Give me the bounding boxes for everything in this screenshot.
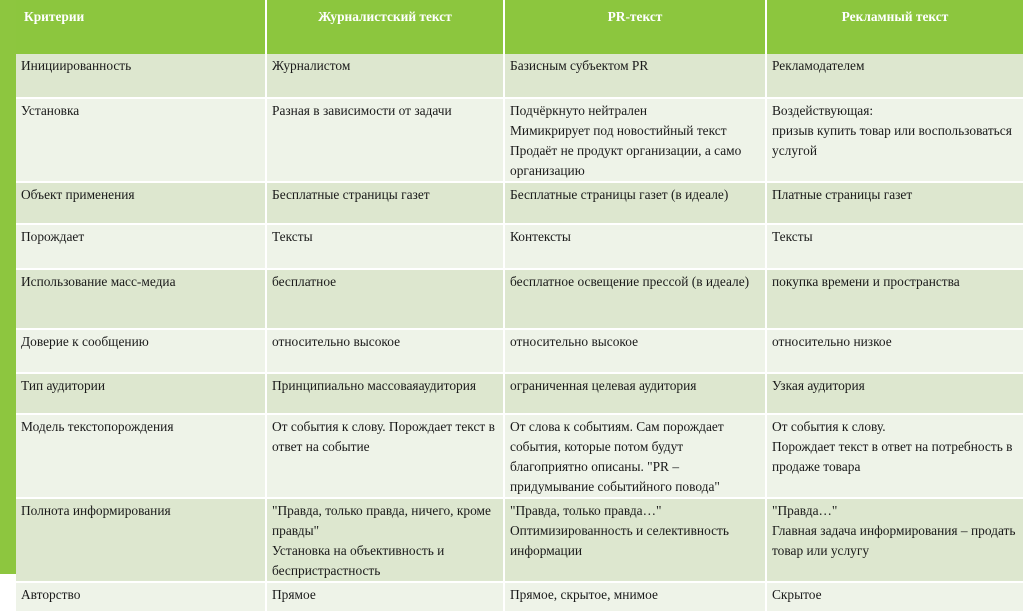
table-row xyxy=(16,329,1024,373)
table-row xyxy=(16,498,1024,582)
cell-advertising: покупка времени и пространства xyxy=(766,269,1024,329)
table-row xyxy=(16,98,1024,182)
cell-pr: относительно высокое xyxy=(504,329,766,373)
cell-advertising: Рекламодателем xyxy=(766,54,1024,98)
cell-pr: От слова к событиям. Сам порождает события, которые потом будут благоприятно описаны. "PR – придумывание событийного повода" xyxy=(504,414,766,498)
cell-advertising: От события к слову. Порождает текст в ответ на потребность в продаже товара xyxy=(766,414,1024,498)
table-row xyxy=(16,54,1024,98)
cell-advertising: Платные страницы газет xyxy=(766,182,1024,224)
cell-pr: Контексты xyxy=(504,224,766,269)
cell-criterion: Доверие к сообщению xyxy=(16,329,266,373)
cell-pr: "Правда, только правда…" Оптимизированность и селективность информации xyxy=(504,498,766,582)
table-row xyxy=(16,373,1024,414)
cell-pr: бесплатное освещение прессой (в идеале) xyxy=(504,269,766,329)
table-row xyxy=(16,182,1024,224)
cell-criterion: Порождает xyxy=(16,224,266,269)
cell-journalistic: Прямое xyxy=(266,582,504,612)
cell-criterion: Полнота информирования xyxy=(16,498,266,582)
cell-pr: ограниченная целевая аудитория xyxy=(504,373,766,414)
cell-advertising: Тексты xyxy=(766,224,1024,269)
cell-criterion: Тип аудитории xyxy=(16,373,266,414)
cell-advertising: относительно низкое xyxy=(766,329,1024,373)
header-journalistic: Журналистский текст xyxy=(266,0,504,54)
cell-journalistic: Бесплатные страницы газет xyxy=(266,182,504,224)
table-row xyxy=(16,224,1024,269)
cell-criterion: Использование масс-медиа xyxy=(16,269,266,329)
table-row xyxy=(16,269,1024,329)
cell-journalistic: Тексты xyxy=(266,224,504,269)
cell-journalistic: бесплатное xyxy=(266,269,504,329)
header-criteria: Критерии xyxy=(16,0,266,54)
cell-advertising: Узкая аудитория xyxy=(766,373,1024,414)
table-row xyxy=(16,582,1024,612)
header-advertising: Рекламный текст xyxy=(766,0,1024,54)
cell-criterion: Авторство xyxy=(16,582,266,612)
cell-pr: Базисным субъектом PR xyxy=(504,54,766,98)
cell-criterion: Модель текстопорождения xyxy=(16,414,266,498)
table-row xyxy=(16,414,1024,498)
accent-bar xyxy=(0,0,16,574)
cell-journalistic: Разная в зависимости от задачи xyxy=(266,98,504,182)
cell-journalistic: "Правда, только правда, ничего, кроме правды" Установка на объективность и беспристрастность xyxy=(266,498,504,582)
cell-advertising: Скрытое xyxy=(766,582,1024,612)
cell-journalistic: Принципиально массоваяаудитория xyxy=(266,373,504,414)
header-row xyxy=(16,0,1024,54)
cell-journalistic: От события к слову. Порождает текст в ответ на событие xyxy=(266,414,504,498)
header-pr: PR-текст xyxy=(504,0,766,54)
cell-criterion: Объект применения xyxy=(16,182,266,224)
cell-criterion: Инициированность xyxy=(16,54,266,98)
cell-journalistic: Журналистом xyxy=(266,54,504,98)
cell-journalistic: относительно высокое xyxy=(266,329,504,373)
cell-advertising: "Правда…" Главная задача информирования – продать товар или услугу xyxy=(766,498,1024,582)
comparison-table xyxy=(16,0,1024,613)
cell-pr: Бесплатные страницы газет (в идеале) xyxy=(504,182,766,224)
cell-criterion: Установка xyxy=(16,98,266,182)
cell-advertising: Воздействующая: призыв купить товар или воспользоваться услугой xyxy=(766,98,1024,182)
cell-pr: Прямое, скрытое, мнимое xyxy=(504,582,766,612)
cell-pr: Подчёркнуто нейтрален Мимикрирует под новостийный текст Продаёт не продукт организации, а само организацию xyxy=(504,98,766,182)
